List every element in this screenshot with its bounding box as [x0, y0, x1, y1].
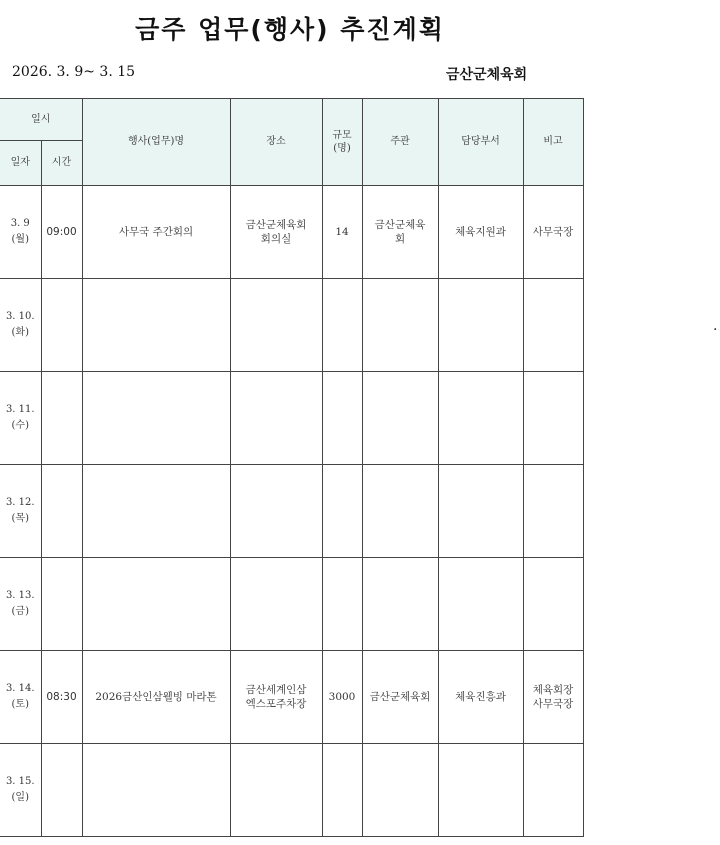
time-cell [41, 465, 82, 558]
date-text: 3. 9 [10, 218, 30, 229]
place-cell [230, 558, 322, 651]
date-cell [0, 372, 41, 465]
time-cell [41, 279, 82, 372]
col-header-department: 담당부서 [438, 99, 523, 186]
date-text: 3. 13. [5, 590, 35, 601]
time-cell [41, 186, 82, 279]
col-header-time: 시간 [41, 141, 82, 186]
host-cell [362, 279, 438, 372]
department-cell-text: 체육지원과 [455, 225, 506, 238]
time-cell [41, 651, 82, 744]
event-cell [82, 279, 230, 372]
date-text: 3. 14. [5, 683, 35, 694]
col-header-date: 일자 [0, 141, 41, 186]
period-range: 2026. 3. 9~ 3. 15 [12, 64, 136, 80]
department-cell [438, 465, 523, 558]
scale-cell [322, 372, 362, 465]
date-text: 3. 15. [5, 776, 35, 787]
time-cell [41, 372, 82, 465]
department-cell [438, 372, 523, 465]
date-cell [0, 651, 41, 744]
table-row [0, 279, 583, 372]
note-cell [523, 372, 583, 465]
department-cell [438, 279, 523, 372]
date-cell [0, 186, 41, 279]
scale-cell [322, 651, 362, 744]
place-cell-text: 금산세계인삼 엑스포주차장 [245, 683, 307, 710]
place-cell [230, 186, 322, 279]
schedule-body [0, 186, 583, 837]
department-cell [438, 558, 523, 651]
place-cell [230, 372, 322, 465]
weekday-text: (목) [11, 513, 29, 524]
note-cell [523, 558, 583, 651]
col-header-host: 주관 [362, 99, 438, 186]
weekday-text: (월) [11, 234, 29, 245]
date-cell [0, 279, 41, 372]
table-row [0, 465, 583, 558]
time-cell [41, 558, 82, 651]
weekday-text: (화) [11, 327, 29, 338]
page-title: 금주 업무(행사) 추진계획 [135, 15, 445, 44]
weekday-text: (토) [11, 699, 29, 710]
edge-mark: . [713, 318, 718, 334]
col-header-datetime: 일시 [0, 99, 82, 141]
event-cell [82, 465, 230, 558]
host-cell-text: 금산군체육회 [369, 690, 431, 703]
note-cell [523, 186, 583, 279]
scale-cell [322, 465, 362, 558]
place-cell [230, 744, 322, 837]
host-cell [362, 186, 438, 279]
date-cell [0, 558, 41, 651]
col-header-event: 행사(업무)명 [82, 99, 230, 186]
table-row [0, 372, 583, 465]
scale-cell-text: 3000 [328, 690, 356, 703]
scale-cell [322, 744, 362, 837]
event-cell [82, 651, 230, 744]
table-row [0, 651, 583, 744]
weekday-text: (금) [11, 606, 29, 617]
department-cell [438, 186, 523, 279]
date-cell [0, 744, 41, 837]
place-cell [230, 465, 322, 558]
note-cell [523, 465, 583, 558]
organization-name: 금산군체육회 [446, 67, 528, 83]
department-cell [438, 744, 523, 837]
host-cell [362, 372, 438, 465]
event-cell [82, 186, 230, 279]
host-cell [362, 558, 438, 651]
schedule-table [0, 98, 584, 837]
department-cell [438, 651, 523, 744]
time-cell [41, 744, 82, 837]
table-row [0, 558, 583, 651]
place-cell [230, 279, 322, 372]
time-cell-text: 09:00 [46, 225, 77, 238]
event-cell [82, 558, 230, 651]
note-cell [523, 279, 583, 372]
scale-cell [322, 279, 362, 372]
scale-cell [322, 186, 362, 279]
note-cell-text: 사무국장 [532, 225, 574, 238]
event-cell-text: 사무국 주간회의 [118, 225, 194, 238]
host-cell-text: 금산군체육 회 [374, 218, 426, 245]
event-cell [82, 744, 230, 837]
host-cell [362, 465, 438, 558]
note-cell [523, 651, 583, 744]
col-header-place: 장소 [230, 99, 322, 186]
col-header-note: 비고 [523, 99, 583, 186]
col-header-scale: 규모 (명) [322, 99, 362, 186]
place-cell [230, 651, 322, 744]
note-cell [523, 744, 583, 837]
date-text: 3. 11. [5, 404, 35, 415]
time-cell-text: 08:30 [46, 690, 77, 703]
scale-cell [322, 558, 362, 651]
department-cell-text: 체육진흥과 [455, 690, 506, 703]
table-row [0, 186, 583, 279]
host-cell [362, 651, 438, 744]
event-cell [82, 372, 230, 465]
host-cell [362, 744, 438, 837]
table-row [0, 744, 583, 837]
date-text: 3. 12. [5, 497, 35, 508]
weekday-text: (일) [11, 792, 29, 803]
event-cell-text: 2026금산인삼웰빙 마라톤 [95, 690, 217, 703]
scale-cell-text: 14 [335, 225, 349, 238]
date-cell [0, 465, 41, 558]
note-cell-text: 체육회장 사무국장 [532, 683, 574, 710]
weekday-text: (수) [11, 420, 29, 431]
place-cell-text: 금산군체육회 회의실 [245, 218, 307, 245]
date-text: 3. 10. [5, 311, 35, 322]
